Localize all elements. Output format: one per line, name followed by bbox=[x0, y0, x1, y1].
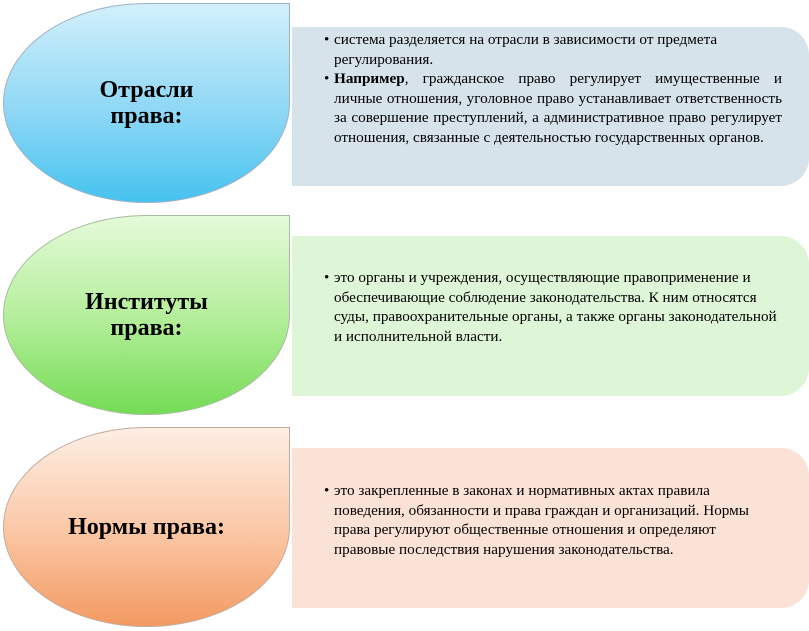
list-item bbox=[322, 268, 777, 346]
list-item bbox=[322, 69, 782, 147]
bullet-dot: • bbox=[324, 269, 330, 286]
section-norms bbox=[0, 424, 809, 631]
branches-bullet-text: система разделяется на отрасли в зависимости от предмета регулирования. bbox=[334, 31, 718, 68]
branches-bullet-list bbox=[322, 30, 782, 147]
list-item bbox=[322, 30, 782, 69]
institutes-bullet-text: это органы и учреждения, осуществляющие правоприменение и обеспечивающие соблюдение законодательства. К ним относятся суды, правоохранительные органы, а также органы законодательной и исполнительной власти. bbox=[334, 269, 777, 345]
norms-leaf-shape bbox=[3, 427, 290, 627]
norms-bullet-list bbox=[322, 481, 777, 559]
list-item bbox=[322, 481, 777, 559]
norms-bullet-text: это закрепленные в законах и нормативных актах правила поведения, обязанности и права граждан и организаций. Нормы права регулируют общественные отношения и определяют правовые последствия нарушения законодательства. bbox=[334, 482, 749, 558]
norms-title: Нормы права: bbox=[68, 514, 225, 540]
branches-leaf-shape bbox=[3, 3, 290, 203]
bullet-dot: • bbox=[324, 482, 330, 499]
institutes-bullet-list bbox=[322, 268, 777, 346]
branches-title: Отрасли права: bbox=[99, 77, 194, 129]
bullet-dot: • bbox=[324, 70, 330, 87]
institutes-title: Институты права: bbox=[85, 289, 208, 341]
institutes-leaf-shape bbox=[3, 215, 290, 415]
bullet-dot: • bbox=[324, 31, 330, 48]
branches-example-text: , гражданское право регулирует имущественные и личные отношения, уголовное право устанавливает ответственность за совершение преступлений, а административное право регулирует отношения, связанные с деятельностью государственных органов. bbox=[334, 70, 782, 146]
example-lead: Например bbox=[334, 70, 405, 87]
section-institutes bbox=[0, 212, 809, 419]
section-branches bbox=[0, 0, 809, 207]
